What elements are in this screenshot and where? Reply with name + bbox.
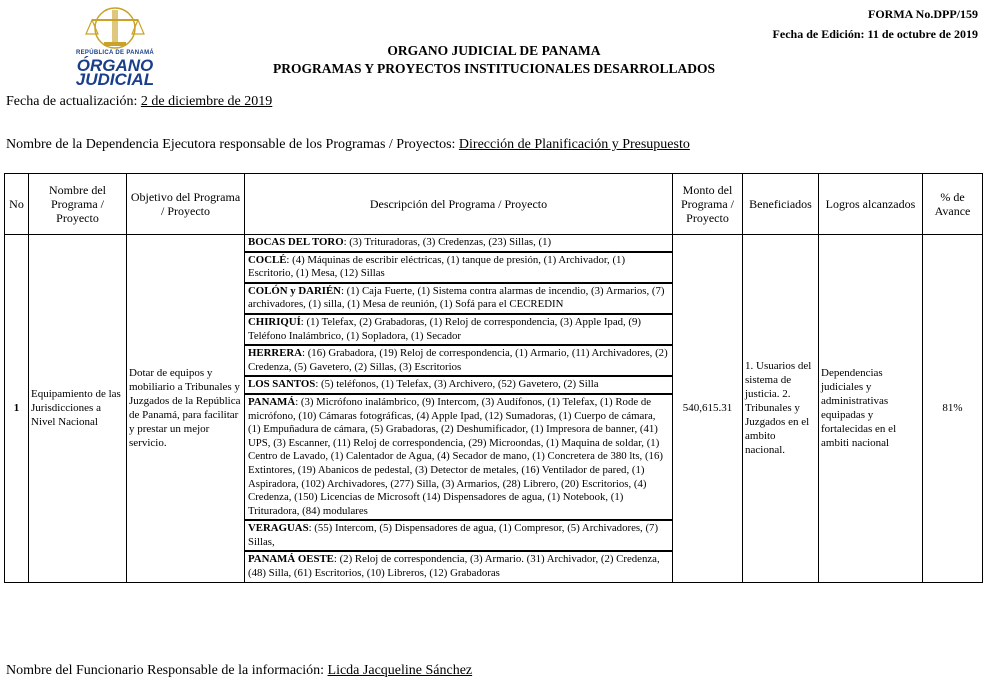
logo-country-text: REPÚBLICA DE PANAMÁ — [75, 50, 155, 56]
description-segment — [245, 253, 672, 284]
description-segment — [245, 552, 672, 581]
segment-region: BOCAS DEL TORO — [248, 236, 344, 248]
row-name: Equipamiento de las Jurisdicciones a Nivel Nacional — [29, 235, 127, 583]
segment-text: : (1) Telefax, (2) Grabadoras, (1) Reloj de correspondencia, (3) Apple Ipad, (9) Teléfono Inalámbrico, (1) Sopladora, (1) Secador — [248, 315, 642, 342]
page-title: ORGANO JUDICIAL DE PANAMA — [387, 43, 601, 58]
header-beneficiaries: Beneficiados — [743, 174, 819, 235]
segment-text: : (16) Grabadora, (19) Reloj de correspondencia, (1) Armario, (11) Archivadores, (2) Credenza, (5) Gavetero, (2) Sillas, (3) Escritorios — [248, 347, 668, 373]
segment-region: VERAGUAS — [248, 522, 309, 535]
responsible-name: Licda Jacqueline Sánchez — [327, 663, 473, 678]
header-amount: Monto del Programa / Proyecto — [673, 174, 743, 235]
segment-region: CHIRIQUÍ — [248, 315, 301, 328]
description-segment — [245, 377, 672, 395]
responsible-label: Nombre del Funcionario Responsable de la información: — [6, 663, 328, 678]
description-segment — [245, 521, 672, 552]
logo-line1: ÓRGANO — [76, 56, 154, 75]
header-objective: Objetivo del Programa / Proyecto — [127, 174, 245, 235]
row-description — [245, 235, 673, 583]
header-no: No — [5, 174, 29, 235]
table-header-row — [5, 174, 983, 235]
segment-region: COLÓN y DARIÉN — [248, 284, 341, 297]
segment-text: : (55) Intercom, (5) Dispensadores de agua, (1) Compresor, (5) Archivadores, (7) Sillas, — [248, 522, 659, 548]
row-achievements: Dependencias judiciales y administrativas equipadas y fortalecidas en el ambiti nacional — [819, 235, 923, 583]
header-achievements: Logros alcanzados — [819, 174, 923, 235]
form-code: FORMA No.DPP/159 — [868, 7, 978, 21]
segment-text: : (1) Caja Fuerte, (1) Sistema contra alarmas de incendio, (3) Armarios, (7) archivadores, (1) silla, (1) Mesa de reunión, (1) Sofá para el CECREDIN — [248, 284, 665, 311]
header-progress: % de Avance — [923, 174, 983, 235]
update-date-line — [6, 94, 272, 110]
update-date-label: Fecha de actualización: — [6, 94, 141, 109]
form-edition-date: Fecha de Edición: 11 de octubre de 2019 — [772, 27, 978, 41]
description-segment — [245, 395, 672, 521]
description-segment — [245, 284, 672, 315]
update-date-value: 2 de diciembre de 2019 — [140, 94, 273, 109]
segment-region: PANAMÁ OESTE — [248, 553, 334, 566]
segment-text: : (2) Reloj de correspondencia, (3) Armario. (31) Archivador, (2) Credenza, (48) Silla, (61) Escritorios, (10) Libreros, (12) Grabadoras — [248, 553, 660, 580]
logo-line2: JUDICIAL — [75, 70, 155, 89]
table-row — [5, 235, 983, 583]
segment-text: : (3) Trituradoras, (3) Credenzas, (23) Sillas, (1) — [343, 236, 552, 248]
dependency-value: Dirección de Planificación y Presupuesto — [458, 137, 690, 152]
dependency-line — [6, 137, 690, 153]
row-progress: 81% — [923, 235, 983, 583]
description-segment — [245, 346, 672, 377]
form-info — [773, 4, 978, 44]
programs-table — [4, 173, 983, 583]
header-description: Descripción del Programa / Proyecto — [245, 174, 673, 235]
segment-region: COCLÉ — [248, 253, 287, 266]
row-objective: Dotar de equipos y mobiliario a Tribunales y Juzgados de la República de Panamá, para facilitar y prestar un mejor servicio. — [127, 235, 245, 583]
page-subtitle: PROGRAMAS Y PROYECTOS INSTITUCIONALES DESARROLLADOS — [272, 61, 716, 76]
row-amount: 540,615.31 — [673, 235, 743, 583]
header-name: Nombre del Programa / Proyecto — [29, 174, 127, 235]
responsible-official-line — [6, 663, 472, 679]
row-beneficiaries: 1. Usuarios del sistema de justicia. 2. Tribunales y Juzgados en el ambito nacional. — [743, 235, 819, 583]
description-segment — [245, 315, 672, 346]
segment-region: HERRERA — [248, 347, 302, 360]
segment-text: : (4) Máquinas de escribir eléctricas, (1) tanque de presión, (1) Archivador, (1) Escritorio, (1) Mesa, (12) Sillas — [248, 253, 626, 280]
segment-region: LOS SANTOS — [248, 378, 316, 391]
segment-text: : (3) Micrófono inalámbrico, (9) Intercom, (3) Audífonos, (1) Telefax, (1) Rode de micrófono, (10) Cámaras fotográficas, (4) Apple Ipad, (12) Sumadoras, (1) Cuerpo de cámara, (1) Empuñadura de cámara, (5) Grabadoras, (2) Deshumificador, (1) Impresora de banner, (41) UPS, (3) Escanner, (11) Reloj de correspondencia, (29) Microondas, (1) Maquina de soldar, (1) Centro de Lavado, (1) Calentador de Agua, (4) Secador de mano, (1) Concretera de 380 lts, (16) Extintores, (19) Abanicos de pedestal, (3) Detector de metales, (16) Ventilador de pared, (1) Aspiradora, (102) Archivadores, (277) Silla, (3) Armarios, (28) Librero, (20) Escritorios, (4) Credenza, (150) Licencias de Microsoft (14) Dispensadores de agua, (1) Notebook, (1) Trituradora, (84) modulares — [248, 395, 663, 517]
description-segment — [245, 235, 672, 253]
segment-text: : (5) teléfonos, (1) Telefax, (3) Archivero, (52) Gavetero, (2) Silla — [315, 378, 599, 391]
dependency-label: Nombre de la Dependencia Ejecutora responsable de los Programas / Proyectos: — [6, 137, 459, 152]
row-no: 1 — [5, 235, 29, 583]
segment-region: PANAMÁ — [248, 395, 296, 408]
